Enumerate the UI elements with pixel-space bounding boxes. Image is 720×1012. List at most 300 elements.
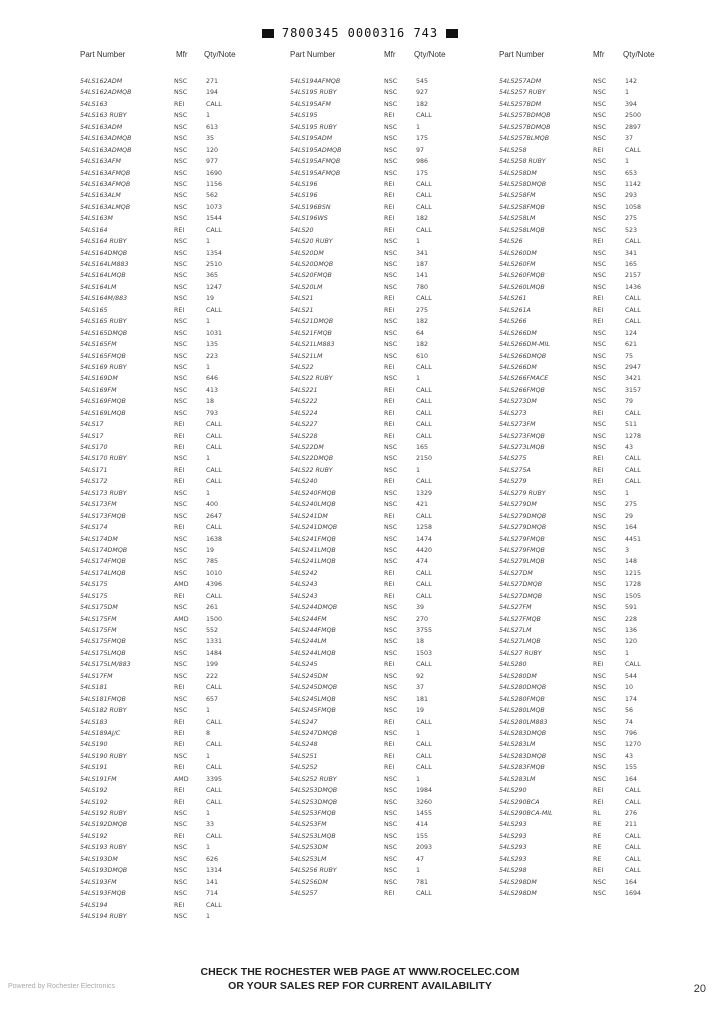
qty-note-cell: 1 [416, 867, 421, 875]
qty-note-cell: 165 [416, 444, 429, 451]
table-row [499, 511, 699, 522]
part-number-cell: 54LS163AFMQB [80, 169, 131, 177]
mfr-cell: REI [384, 752, 395, 760]
part-number-cell: 54LS196 [290, 192, 318, 200]
table-row [290, 270, 490, 281]
qty-note-cell: 174 [625, 695, 638, 703]
mfr-cell: NSC [593, 363, 607, 371]
mfr-cell: NSC [384, 878, 398, 886]
table-row [80, 259, 280, 270]
part-number-cell: 54LS248 [290, 741, 318, 749]
table-row [290, 511, 490, 522]
qty-note-cell: 155 [625, 764, 638, 772]
part-number-cell: 54LS222 [290, 398, 318, 406]
mfr-cell: REI [384, 764, 395, 772]
part-number-cell: 54LS164M/883 [80, 295, 128, 303]
mfr-cell: NSC [384, 318, 398, 326]
part-number-cell: 54LS260FM [499, 261, 536, 268]
qty-note-cell: 1156 [206, 180, 223, 188]
table-row [499, 854, 699, 865]
part-number-cell: 54LS164DMQB [80, 249, 128, 257]
table-row [499, 842, 699, 853]
part-number-cell: 54LS241FMQB [290, 535, 336, 543]
qty-note-cell: 986 [416, 158, 429, 166]
qty-note-cell: 1 [416, 375, 421, 383]
part-number-cell: 54LS266FMACE [499, 375, 549, 383]
mfr-cell: NSC [384, 821, 398, 829]
mfr-cell: REI [174, 524, 185, 532]
table-row [80, 156, 280, 167]
qty-note-cell: 1 [416, 123, 421, 131]
table-row [80, 373, 280, 384]
mfr-cell: AMD [174, 581, 189, 589]
qty-note-cell: 1329 [416, 489, 433, 497]
table-row [499, 213, 699, 224]
mfr-cell: NSC [593, 775, 607, 783]
part-number-cell: 54LS258FMQB [499, 203, 545, 211]
mfr-cell: NSC [384, 375, 398, 383]
table-row [499, 168, 699, 179]
qty-note-cell: CALL [206, 444, 222, 451]
table-row [290, 797, 490, 808]
part-number-cell: 54LS27DMQB [499, 581, 543, 589]
part-number-cell: 54LS195 RUBY [290, 89, 337, 97]
qty-note-cell: CALL [206, 306, 222, 314]
table-row [290, 785, 490, 796]
table-row [290, 602, 490, 613]
table-row [499, 648, 699, 659]
mfr-cell: NSC [593, 764, 607, 772]
mfr-cell: RE [593, 844, 602, 852]
qty-note-cell: 1215 [625, 569, 642, 577]
mfr-cell: NSC [174, 707, 188, 715]
qty-note-cell: 120 [206, 146, 219, 154]
mfr-cell: REI [593, 455, 604, 463]
qty-note-cell: 37 [416, 684, 425, 692]
table-row [290, 499, 490, 510]
mfr-cell: REI [174, 729, 185, 737]
table-row [499, 819, 699, 830]
mfr-cell: NSC [174, 638, 188, 646]
qty-note-cell: 182 [416, 341, 429, 349]
table-row [80, 202, 280, 213]
table-row [290, 339, 490, 350]
qty-note-cell: 1 [625, 649, 630, 657]
part-number-cell: 54LS196 [290, 180, 318, 188]
qty-note-cell: 2947 [625, 363, 642, 371]
table-row [290, 190, 490, 201]
qty-note-cell: 1505 [625, 592, 642, 600]
qty-note-cell: 75 [625, 352, 634, 360]
part-number-cell: 54LS174LMQB [80, 569, 126, 577]
table-row [290, 122, 490, 133]
qty-note-cell: 3755 [416, 627, 433, 634]
mfr-cell: NSC [384, 501, 398, 509]
part-number-cell: 54LS162ADM [80, 78, 123, 85]
part-number-cell: 54LS244DMQB [290, 604, 338, 612]
mfr-cell: REI [593, 787, 604, 795]
table-row [499, 362, 699, 373]
qty-note-cell: 781 [416, 878, 429, 886]
header-qty-note: Qty/Note [204, 50, 236, 59]
qty-note-cell: 18 [416, 638, 425, 646]
part-number-cell: 54LS258 RUBY [499, 158, 546, 166]
part-number-cell: 54LS172 [80, 478, 108, 486]
qty-note-cell: 2647 [206, 512, 223, 520]
mfr-cell: REI [174, 466, 185, 474]
table-row [80, 351, 280, 362]
mfr-cell: NSC [593, 501, 607, 509]
header-part-number: Part Number [499, 50, 545, 59]
part-number-cell: 54LS183 [80, 718, 108, 726]
part-number-cell: 54LS194 RUBY [80, 912, 127, 920]
mfr-cell: NSC [174, 249, 188, 257]
part-number-cell: 54LS253DM [290, 844, 328, 852]
part-number-cell: 54LS21LM [290, 352, 323, 360]
part-number-cell: 54LS247DMQB [290, 729, 338, 737]
table-row [80, 179, 280, 190]
table-row [80, 728, 280, 739]
mfr-cell: NSC [174, 386, 188, 394]
part-number-cell: 54LS298DM [499, 890, 537, 898]
mfr-cell: NSC [384, 249, 398, 257]
mfr-cell: NSC [593, 78, 607, 85]
mfr-cell: RL [593, 810, 601, 817]
part-number-cell: 54LS257BDM [499, 100, 542, 108]
part-number-cell: 54LS273 [499, 409, 527, 417]
qty-note-cell: 141 [416, 272, 429, 280]
part-number-cell: 54LS273FM [499, 421, 536, 429]
qty-note-cell: 275 [416, 306, 429, 314]
qty-note-cell: 562 [206, 192, 219, 200]
mfr-cell: REI [384, 512, 395, 520]
qty-note-cell: 646 [206, 375, 219, 383]
part-number-cell: 54LS245DMQB [290, 684, 338, 692]
table-row [290, 168, 490, 179]
table-row [80, 819, 280, 830]
part-number-cell: 54LS192 RUBY [80, 810, 127, 817]
table-row [80, 579, 280, 590]
part-number-cell: 54LS27FMQB [499, 615, 541, 623]
table-row [80, 648, 280, 659]
table-row [499, 453, 699, 464]
part-number-cell: 54LS164LM883 [80, 261, 129, 268]
qty-note-cell: 222 [206, 672, 219, 680]
mfr-cell: NSC [384, 261, 398, 268]
table-row [499, 534, 699, 545]
mfr-cell: NSC [384, 844, 398, 852]
mfr-cell: REI [384, 295, 395, 303]
part-number-cell: 54LS196WS [290, 215, 328, 223]
part-number-cell: 54LS253DMQB [290, 798, 338, 806]
part-number-cell: 54LS163ALM [80, 192, 121, 200]
table-row [80, 396, 280, 407]
mfr-cell: NSC [384, 867, 398, 875]
part-number-cell: 54LS241LMQB [290, 546, 336, 554]
qty-note-cell: CALL [416, 180, 432, 188]
part-number-cell: 54LS165DMQB [80, 329, 128, 337]
part-number-cell: 54LS21LM883 [290, 341, 335, 349]
table-row [80, 671, 280, 682]
qty-note-cell: 275 [625, 501, 638, 509]
qty-note-cell: 10 [625, 684, 634, 692]
qty-note-cell: CALL [416, 718, 432, 726]
part-number-cell: 54LS192DMQB [80, 821, 128, 829]
table-row [499, 282, 699, 293]
table-row [290, 545, 490, 556]
mfr-cell: REI [174, 684, 185, 692]
mfr-cell: RE [593, 855, 602, 863]
mfr-cell: NSC [384, 329, 398, 337]
qty-note-cell: 4451 [625, 535, 642, 543]
qty-note-cell: 421 [416, 501, 429, 509]
qty-note-cell: 785 [206, 558, 219, 566]
qty-note-cell: 341 [625, 249, 638, 257]
table-row [290, 202, 490, 213]
qty-note-cell: 3421 [625, 375, 642, 383]
qty-note-cell: 3260 [416, 798, 433, 806]
barcode-block-right [446, 29, 458, 38]
qty-note-cell: 164 [625, 878, 638, 886]
table-row [80, 499, 280, 510]
mfr-cell: NSC [593, 569, 607, 577]
part-number-cell: 54LS165FMQB [80, 352, 126, 360]
mfr-cell: NSC [593, 135, 607, 143]
mfr-cell: REI [174, 432, 185, 440]
qty-note-cell: 780 [416, 283, 429, 291]
table-row [290, 648, 490, 659]
part-number-cell: 54LS224 [290, 409, 318, 417]
mfr-cell: NSC [174, 158, 188, 166]
part-number-cell: 54LS298DM [499, 878, 537, 886]
mfr-cell: NSC [384, 684, 398, 692]
mfr-cell: NSC [384, 146, 398, 154]
mfr-cell: NSC [593, 546, 607, 554]
qty-note-cell: CALL [416, 226, 432, 234]
qty-note-cell: 626 [206, 855, 219, 863]
table-row [499, 110, 699, 121]
table-row [290, 728, 490, 739]
mfr-cell: REI [174, 226, 185, 234]
table-row [499, 614, 699, 625]
mfr-cell: NSC [384, 169, 398, 177]
qty-note-cell: 3395 [206, 775, 223, 783]
qty-note-cell: CALL [416, 478, 432, 486]
mfr-cell: NSC [174, 512, 188, 520]
mfr-cell: REI [384, 192, 395, 200]
table-row [290, 305, 490, 316]
qty-note-cell: 1010 [206, 569, 223, 577]
table-row [80, 213, 280, 224]
qty-note-cell: 29 [625, 512, 634, 520]
table-row [499, 408, 699, 419]
table-row [499, 785, 699, 796]
mfr-cell: NSC [593, 752, 607, 760]
mfr-cell: NSC [174, 112, 188, 120]
table-row [290, 705, 490, 716]
mfr-cell: NSC [384, 615, 398, 623]
qty-note-cell: 610 [416, 352, 429, 360]
qty-note-cell: 400 [206, 501, 219, 509]
part-number-cell: 54LS20DMQB [290, 261, 334, 268]
mfr-cell: NSC [174, 238, 188, 246]
part-number-cell: 54LS169FMQB [80, 398, 126, 406]
qty-note-cell: CALL [625, 478, 641, 486]
table-row [80, 190, 280, 201]
mfr-cell: NSC [384, 341, 398, 349]
table-row [80, 888, 280, 899]
part-number-cell: 54LS280 [499, 661, 527, 669]
qty-note-cell: 3157 [625, 386, 642, 394]
part-number-cell: 54LS21DMQB [290, 318, 334, 326]
table-row [290, 408, 490, 419]
qty-note-cell: 1 [206, 707, 211, 715]
table-row [499, 179, 699, 190]
table-row [499, 339, 699, 350]
qty-note-cell: 43 [625, 444, 634, 451]
mfr-cell: NSC [174, 672, 188, 680]
mfr-cell: NSC [593, 627, 607, 634]
qty-note-cell: 414 [416, 821, 429, 829]
part-number-cell: 54LS165FM [80, 341, 117, 349]
table-row [80, 465, 280, 476]
table-row [80, 751, 280, 762]
qty-note-cell: 1728 [625, 581, 642, 589]
table-row [290, 293, 490, 304]
parts-list [80, 76, 280, 922]
table-row [80, 614, 280, 625]
part-number-cell: 54LS175DM [80, 604, 118, 612]
table-row [290, 373, 490, 384]
mfr-cell: NSC [384, 89, 398, 97]
mfr-cell: NSC [174, 890, 188, 898]
qty-note-cell: 182 [416, 100, 429, 108]
qty-note-cell: CALL [625, 409, 641, 417]
part-number-cell: 54LS193FM [80, 878, 117, 886]
mfr-cell: NSC [384, 158, 398, 166]
table-row [290, 854, 490, 865]
part-number-cell: 54LS20 [290, 226, 314, 234]
qty-note-cell: 613 [206, 123, 219, 131]
part-number-cell: 54LS253DMQB [290, 787, 338, 795]
qty-note-cell: 228 [625, 615, 638, 623]
part-number-cell: 54LS251 [290, 752, 318, 760]
table-row [290, 431, 490, 442]
part-number-cell: 54LS22 [290, 363, 314, 371]
table-row [290, 87, 490, 98]
table-row [290, 717, 490, 728]
qty-note-cell: 977 [206, 158, 219, 166]
table-row [499, 145, 699, 156]
table-row [499, 270, 699, 281]
qty-note-cell: 1058 [625, 203, 642, 211]
barcode-text: 7800345 0000316 743 [281, 26, 439, 40]
part-number-cell: 54LS283DMQB [499, 729, 547, 737]
table-row [80, 408, 280, 419]
part-number-cell: 54LS182 RUBY [80, 707, 127, 715]
qty-note-cell: 47 [416, 855, 425, 863]
part-number-cell: 54LS192 [80, 787, 108, 795]
part-number-cell: 54LS280DM [499, 672, 537, 680]
qty-note-cell: 1 [206, 318, 211, 326]
table-row [290, 110, 490, 121]
part-number-cell: 54LS22 RUBY [290, 466, 333, 474]
table-row [499, 797, 699, 808]
part-number-cell: 54LS245 [290, 661, 318, 669]
header-mfr: Mfr [593, 50, 605, 59]
qty-note-cell: 1142 [625, 180, 642, 188]
qty-note-cell: 1 [206, 810, 211, 817]
mfr-cell: NSC [384, 444, 398, 451]
mfr-cell: NSC [593, 203, 607, 211]
table-row [499, 671, 699, 682]
table-row [290, 751, 490, 762]
mfr-cell: NSC [593, 615, 607, 623]
part-number-cell: 54LS171 [80, 466, 108, 474]
qty-note-cell: 1 [416, 238, 421, 246]
table-row [290, 442, 490, 453]
qty-note-cell: 1 [206, 455, 211, 463]
qty-note-cell: 511 [625, 421, 638, 429]
part-number-cell: 54LS194 [80, 901, 108, 909]
part-number-cell: 54LS169DM [80, 375, 118, 383]
part-number-cell: 54LS280LMQB [499, 707, 545, 715]
part-number-cell: 54LS244LMQB [290, 649, 336, 657]
qty-note-cell: 37 [625, 135, 634, 143]
parts-list [499, 76, 699, 900]
table-row [290, 682, 490, 693]
table-row [499, 76, 699, 87]
part-number-cell: 54LS290 [499, 787, 527, 795]
mfr-cell: REI [174, 787, 185, 795]
table-row [499, 476, 699, 487]
mfr-cell: NSC [384, 283, 398, 291]
table-row [80, 248, 280, 259]
mfr-cell: REI [174, 901, 185, 909]
table-row [290, 236, 490, 247]
table-row [290, 671, 490, 682]
part-number-cell: 54LS244FMQB [290, 627, 336, 634]
part-number-cell: 54LS195 RUBY [290, 123, 337, 131]
mfr-cell: NSC [593, 283, 607, 291]
mfr-cell: NSC [384, 238, 398, 246]
table-row [80, 797, 280, 808]
part-number-cell: 54LS164 [80, 226, 108, 234]
header-qty-note: Qty/Note [414, 50, 446, 59]
part-number-cell: 54LS257 [290, 890, 318, 898]
mfr-cell: NSC [593, 592, 607, 600]
mfr-cell: NSC [384, 455, 398, 463]
mfr-cell: NSC [174, 649, 188, 657]
table-row [80, 877, 280, 888]
qty-note-cell: 653 [625, 169, 638, 177]
part-number-cell: 54LS228 [290, 432, 318, 440]
table-row [80, 168, 280, 179]
qty-note-cell: 194 [206, 89, 219, 97]
mfr-cell: REI [174, 798, 185, 806]
table-row [499, 888, 699, 899]
part-number-cell: 54LS193 RUBY [80, 844, 127, 852]
table-row [290, 419, 490, 430]
qty-note-cell: 120 [625, 638, 638, 646]
part-number-cell: 54LS27FM [499, 604, 532, 612]
mfr-cell: NSC [174, 215, 188, 223]
table-row [499, 682, 699, 693]
part-number-cell: 54LS170 RUBY [80, 455, 127, 463]
qty-note-cell: 413 [206, 386, 219, 394]
mfr-cell: REI [384, 718, 395, 726]
mfr-cell: REI [174, 741, 185, 749]
